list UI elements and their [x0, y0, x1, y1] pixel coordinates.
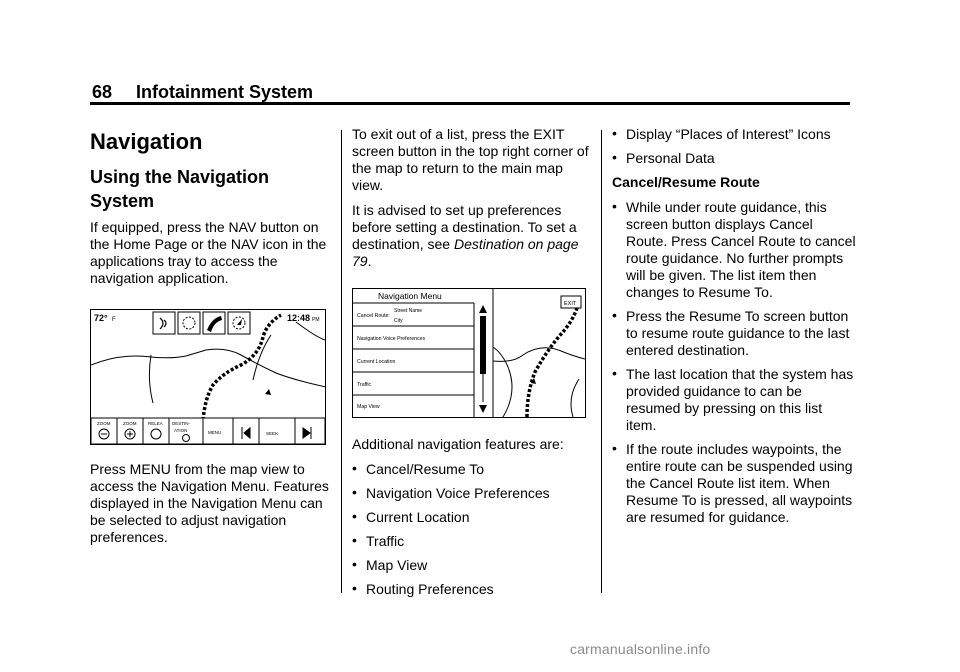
scroll-up-icon[interactable]: [479, 305, 487, 313]
traffic-item[interactable]: Traffic: [357, 382, 372, 388]
detail-item: • The last location that the system has provided guidance to can be resumed by pressing on this list item.: [612, 366, 856, 434]
street-name-text: Street Name: [394, 308, 423, 314]
voice-icon[interactable]: [153, 312, 175, 334]
voice-preferences-item[interactable]: Navigation Voice Preferences: [357, 336, 426, 342]
page-number: 68: [92, 82, 113, 102]
feature-item: • Routing Preferences: [352, 581, 592, 598]
intro-paragraph: If equipped, press the NAV button on the Home Page or the NAV icon in the applications tray to access the navigation application.: [90, 219, 327, 286]
map-road: [493, 348, 585, 362]
compass-icon[interactable]: [178, 312, 200, 334]
column-1: [90, 126, 330, 554]
map-road: [91, 349, 325, 387]
feature-item: • Current Location: [352, 509, 592, 526]
clock-readout: 12:48: [287, 313, 311, 323]
watermark: carmanualsonline.info: [570, 641, 711, 657]
release-label: RELEA: [148, 421, 163, 426]
feature-item: • Personal Data: [612, 150, 856, 167]
exit-label: EXIT: [564, 301, 577, 307]
map-screen-illustration: [91, 310, 325, 444]
detail-item: • Press the Resume To screen button to resume route guidance to the last entered destination.: [612, 308, 856, 359]
header-rule: [90, 102, 850, 105]
clock-suffix: PM: [312, 317, 320, 323]
column-3: [612, 126, 856, 533]
feature-item: • Cancel/Resume To: [352, 461, 592, 478]
detail-item: • If the route includes waypoints, the entire route can be suspended using the Cancel Route list item. When Resume To is pressed, all waypoints are resumed for guidance.: [612, 441, 856, 526]
vehicle-marker: [265, 389, 271, 395]
map-screen-figure: [90, 309, 326, 445]
zoom-out-label: ZOOM: [97, 421, 111, 426]
destination-label-1: DESTIN-: [172, 421, 190, 426]
column-divider-2: [601, 130, 602, 593]
current-location-item[interactable]: Current Location: [357, 359, 396, 365]
column-divider-1: [341, 130, 342, 593]
section-subtitle: Using the Navigation System: [90, 167, 270, 211]
map-view-item[interactable]: Map View: [357, 404, 380, 410]
navigation-menu-illustration: [353, 289, 585, 417]
temperature-unit: F: [112, 317, 116, 323]
route-line: [527, 308, 577, 417]
cancel-resume-heading: Cancel/Resume Route: [612, 174, 760, 190]
page-title: Navigation: [90, 129, 203, 154]
feature-item: • Map View: [352, 557, 592, 574]
temperature-readout: 72°: [94, 313, 108, 323]
exit-paragraph: To exit out of a list, press the EXIT screen button in the top right corner of the map to return to the main map view.: [352, 126, 589, 193]
destination-reference[interactable]: Destination on page 79: [352, 236, 579, 269]
nav-menu-title: Navigation Menu: [378, 291, 442, 301]
destination-label-2: ATION: [174, 428, 188, 433]
scrollbar-thumb[interactable]: [480, 316, 486, 374]
cancel-route-item[interactable]: Cancel Route:: [357, 313, 390, 319]
column-2: [352, 126, 592, 605]
scroll-down-icon[interactable]: [479, 405, 487, 413]
page-header: [92, 82, 313, 103]
preferences-paragraph: It is advised to set up preferences before setting a destination. To set a destination, see Destination on page 79.: [352, 202, 579, 269]
zoom-in-label: ZOOM: [123, 421, 137, 426]
features-intro: Additional navigation features are:: [352, 436, 564, 452]
feature-item: • Navigation Voice Preferences: [352, 485, 592, 502]
menu-paragraph: Press MENU from the map view to access the Navigation Menu. Features displayed in the Navigation Menu can be selected to adjust navigation preferences.: [90, 461, 329, 545]
feature-item: • Display “Places of Interest” Icons: [612, 126, 856, 143]
section-title: Infotainment System: [136, 82, 314, 102]
navigation-menu-figure: [352, 288, 586, 418]
detail-item: • While under route guidance, this screen button displays Cancel Route. Press Cancel Route to cancel route guidance. No further prompts will be given. The list item then changes to Resume To.: [612, 199, 856, 301]
seek-button[interactable]: SEEK: [266, 431, 279, 436]
feature-item: • Traffic: [352, 533, 592, 550]
city-text: City: [394, 318, 403, 324]
menu-button[interactable]: MENU: [208, 430, 222, 435]
